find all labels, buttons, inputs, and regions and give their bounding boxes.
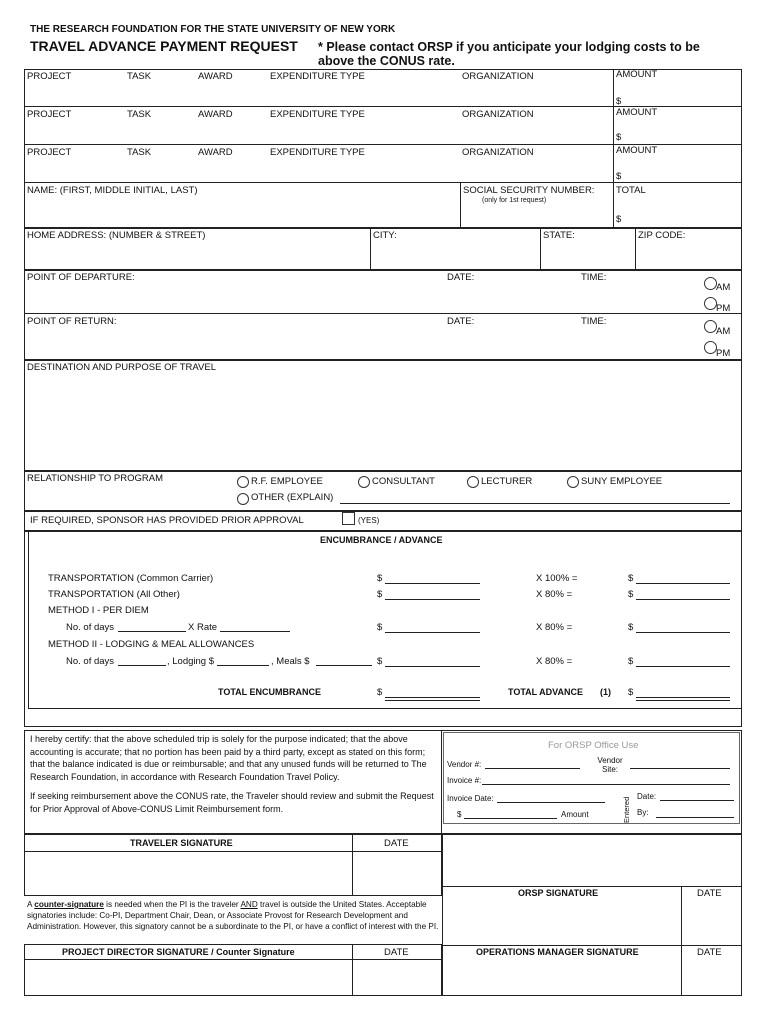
method1-rate: X 80% =: [536, 622, 573, 633]
traveler-signature-input[interactable]: [27, 854, 349, 892]
countersig-rest2: travel is outside the United States. Acceptable signatories include: Co-PI, Department Chair, Dean, or Associate Provost for Research Development and Administration. However, this signatory cannot be a subordinate to the PI, or have a conflict of interest with the PI.: [27, 900, 439, 931]
transport-all-label: TRANSPORTATION (All Other): [48, 589, 180, 600]
invoice-date-label: Invoice Date:: [447, 794, 494, 803]
organization-label: ORGANIZATION: [462, 147, 534, 158]
transport-common-adv-dollar: $: [628, 573, 634, 584]
lecturer-label: LECTURER: [481, 476, 533, 487]
orsp-amount-label: Amount: [561, 810, 589, 819]
organization-label: ORGANIZATION: [462, 71, 534, 82]
entered-by-label: By:: [637, 808, 649, 817]
orsp-office-title: For ORSP Office Use: [548, 740, 639, 751]
invoice-num-input[interactable]: [482, 784, 730, 785]
method2-days-input[interactable]: [118, 665, 166, 666]
orsp-amount-input[interactable]: [464, 818, 557, 819]
amount-input-3[interactable]: [625, 167, 735, 180]
method2-input[interactable]: [385, 666, 480, 667]
destination-label: DESTINATION AND PURPOSE OF TRAVEL: [27, 362, 216, 373]
orsp-date-input[interactable]: [684, 899, 739, 943]
method1-adv-input[interactable]: [636, 632, 730, 633]
departure-date-label: DATE:: [447, 272, 475, 283]
departure-pm-label: PM: [716, 303, 731, 314]
award-label: AWARD: [198, 71, 233, 82]
total-advance-dollar: $: [628, 687, 634, 698]
invoice-num-label: Invoice #:: [447, 776, 482, 785]
expenditure-type-label: EXPENDITURE TYPE: [270, 71, 365, 82]
amount-dollar: $: [616, 132, 622, 143]
operations-date-label: DATE: [697, 947, 722, 958]
entered-date-label: Date:: [637, 792, 657, 801]
other-label: OTHER (EXPLAIN): [251, 492, 334, 503]
countersignature-note: [27, 899, 439, 932]
total-advance-num: (1): [600, 687, 611, 697]
method1-days-input[interactable]: [118, 631, 186, 632]
transport-common-adv-input[interactable]: [636, 583, 730, 584]
countersig-prefix: A: [27, 900, 35, 909]
entered-label: Entered: [622, 796, 631, 823]
method2-lodging-input[interactable]: [217, 665, 269, 666]
operations-signature-label: OPERATIONS MANAGER SIGNATURE: [476, 947, 639, 957]
method1-dollar: $: [377, 622, 383, 633]
countersig-bold: counter-signature: [34, 900, 104, 909]
expenditure-type-label: EXPENDITURE TYPE: [270, 147, 365, 158]
transport-common-dollar: $: [377, 573, 383, 584]
organization-label: ORGANIZATION: [462, 109, 534, 120]
vendor-num-input[interactable]: [485, 768, 580, 769]
state-input[interactable]: [543, 243, 633, 267]
award-label: AWARD: [198, 109, 233, 120]
method2-lodging-label: , Lodging $: [167, 656, 215, 667]
state-label: STATE:: [543, 230, 575, 241]
vendor-site-input[interactable]: [630, 768, 730, 769]
total-label: TOTAL: [616, 185, 646, 196]
return-date-label: DATE:: [447, 316, 475, 327]
other-explain-line[interactable]: [340, 503, 730, 504]
method1-label: METHOD I - PER DIEM: [48, 605, 149, 616]
method2-dollar: $: [377, 656, 383, 667]
orsp-dollar: $: [457, 810, 462, 819]
method2-label: METHOD II - LODGING & MEAL ALLOWANCES: [48, 639, 255, 650]
total-advance-label: TOTAL ADVANCE: [508, 687, 584, 697]
amount-label: AMOUNT: [616, 145, 658, 156]
transport-all-adv-input[interactable]: [636, 599, 730, 600]
certification-p1: I hereby certify: that the above scheduled trip is solely for the purpose indicated; that the above accounting is accurate; that no portion has been paid by a third party, except as stated on this form; that the balance indicated is due or reimbursable; and that any unused funds will be returned to The Research Foundation, in accordance with Research Foundation Travel Policy.: [30, 734, 427, 782]
consultant-label: CONSULTANT: [372, 476, 435, 487]
task-label: TASK: [127, 147, 152, 158]
relationship-label: RELATIONSHIP TO PROGRAM: [27, 473, 164, 484]
return-time-label: TIME:: [581, 316, 607, 327]
pd-signature-input[interactable]: [27, 962, 349, 993]
transport-all-adv-dollar: $: [628, 589, 634, 600]
method1-rate-label: X Rate: [188, 622, 218, 633]
name-input[interactable]: [27, 198, 457, 224]
traveler-signature-label: TRAVELER SIGNATURE: [130, 838, 233, 848]
destination-input[interactable]: [27, 376, 737, 466]
vendor-site-label: Vendor Site:: [597, 756, 623, 774]
project-label: PROJECT: [27, 109, 72, 120]
suny-employee-radio[interactable]: [567, 476, 579, 488]
name-label: NAME: (FIRST, MIDDLE INITIAL, LAST): [27, 185, 198, 196]
ssn-label: SOCIAL SECURITY NUMBER:: [463, 185, 595, 196]
encumbrance-title: ENCUMBRANCE / ADVANCE: [320, 535, 443, 545]
lecturer-radio[interactable]: [467, 476, 479, 488]
zip-input[interactable]: [638, 243, 738, 267]
total-encumbrance-label: TOTAL ENCUMBRANCE: [218, 687, 321, 697]
total-dollar: $: [616, 214, 622, 225]
city-input[interactable]: [373, 243, 537, 267]
countersig-rest1: is needed when the PI is the traveler: [103, 900, 241, 909]
entered-by-input[interactable]: [656, 817, 734, 818]
task-label: TASK: [127, 109, 152, 120]
ssn-input[interactable]: [463, 207, 611, 225]
total-encumbrance-input[interactable]: [385, 697, 480, 698]
operations-date-input[interactable]: [684, 958, 739, 994]
method1-adv-dollar: $: [628, 622, 634, 633]
home-address-input[interactable]: [27, 243, 367, 267]
method1-input[interactable]: [385, 632, 480, 633]
pd-date-label: DATE: [384, 947, 409, 958]
method2-meals-label: , Meals $: [271, 656, 310, 667]
departure-time-label: TIME:: [581, 272, 607, 283]
transport-common-label: TRANSPORTATION (Common Carrier): [48, 573, 214, 584]
city-label: CITY:: [373, 230, 397, 241]
invoice-date-input[interactable]: [497, 802, 605, 803]
encumbrance-inner: [28, 531, 742, 709]
amount-input-1[interactable]: [625, 92, 735, 105]
return-am-label: AM: [716, 326, 731, 337]
method1-rate-input[interactable]: [220, 631, 290, 632]
transport-common-input[interactable]: [385, 583, 480, 584]
method1-days-label: No. of days: [66, 622, 115, 633]
project-label: PROJECT: [27, 71, 72, 82]
countersig-and: AND: [240, 900, 258, 909]
total-advance-input[interactable]: [636, 697, 730, 698]
orsp-date-label: DATE: [697, 888, 722, 899]
sponsor-approval-label: IF REQUIRED, SPONSOR HAS PROVIDED PRIOR APPROVAL: [30, 515, 304, 526]
orsp-signature-label: ORSP SIGNATURE: [518, 888, 599, 898]
award-label: AWARD: [198, 147, 233, 158]
traveler-date-input[interactable]: [355, 854, 439, 892]
method2-adv-input[interactable]: [636, 666, 730, 667]
rf-employee-label: R.F. EMPLOYEE: [251, 476, 323, 487]
transport-all-rate: X 80% =: [536, 589, 573, 600]
method2-meals-input[interactable]: [316, 665, 372, 666]
home-address-label: HOME ADDRESS: (NUMBER & STREET): [27, 230, 206, 241]
ssn-note: (only for 1st request): [482, 197, 547, 204]
suny-employee-label: SUNY EMPLOYEE: [581, 476, 663, 487]
traveler-date-label: DATE: [384, 838, 409, 849]
orsp-signature-input[interactable]: [445, 899, 677, 943]
total-encumbrance-dollar: $: [377, 687, 383, 698]
pd-date-input[interactable]: [355, 962, 439, 993]
other-radio[interactable]: [237, 493, 249, 505]
travel-points: [24, 270, 742, 360]
form-title: TRAVEL ADVANCE PAYMENT REQUEST: [30, 38, 298, 54]
conus-note: * Please contact ORSP if you anticipate your lodging costs to be above the CONUS rate.: [318, 40, 700, 68]
amount-dollar: $: [616, 96, 622, 107]
amount-label: AMOUNT: [616, 69, 658, 80]
org-name: THE RESEARCH FOUNDATION FOR THE STATE UNIVERSITY OF NEW YORK: [30, 24, 396, 35]
operations-signature-input[interactable]: [445, 958, 677, 994]
project-label: PROJECT: [27, 147, 72, 158]
sponsor-yes-checkbox[interactable]: [342, 512, 355, 525]
transport-common-rate: X 100% =: [536, 573, 578, 584]
amount-input-2[interactable]: [625, 128, 735, 141]
return-pm-label: PM: [716, 348, 731, 359]
method2-rate: X 80% =: [536, 656, 573, 667]
transport-all-dollar: $: [377, 589, 383, 600]
departure-am-label: AM: [716, 282, 731, 293]
entered-date-input[interactable]: [660, 800, 734, 801]
task-label: TASK: [127, 71, 152, 82]
certification-p2: If seeking reimbursement above the CONUS rate, the Traveler should review and submit the Request for Prior Approval of Above-CONUS Limit Reimbursement form.: [30, 791, 434, 814]
return-label: POINT OF RETURN:: [27, 316, 117, 327]
certification-text: [30, 733, 438, 815]
method2-adv-dollar: $: [628, 656, 634, 667]
transport-all-input[interactable]: [385, 599, 480, 600]
rf-employee-radio[interactable]: [237, 476, 249, 488]
amount-label: AMOUNT: [616, 107, 658, 118]
vendor-num-label: Vendor #:: [447, 760, 482, 769]
expenditure-type-label: EXPENDITURE TYPE: [270, 109, 365, 120]
amount-dollar: $: [616, 171, 622, 182]
consultant-radio[interactable]: [358, 476, 370, 488]
zip-label: ZIP CODE:: [638, 230, 686, 241]
method2-days-label: No. of days: [66, 656, 115, 667]
departure-label: POINT OF DEPARTURE:: [27, 272, 135, 283]
sponsor-yes-label: (YES): [358, 516, 380, 525]
pd-signature-label: PROJECT DIRECTOR SIGNATURE / Counter Signature: [62, 947, 295, 957]
